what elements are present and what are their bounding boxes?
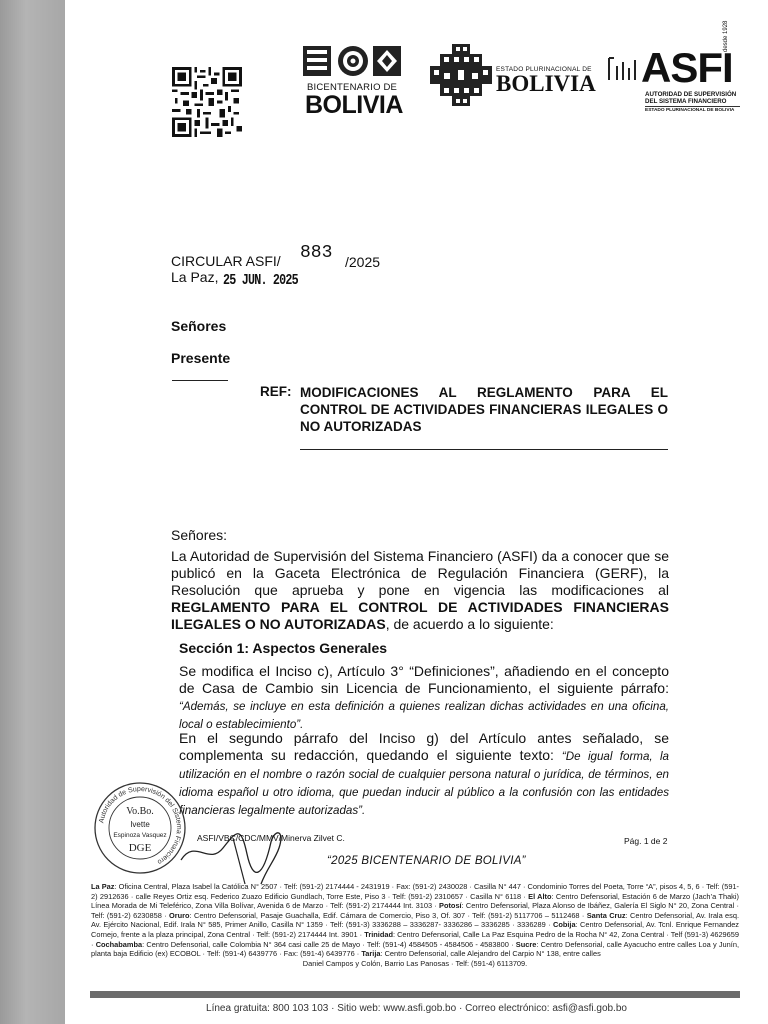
asfi-since-text: desde 1928: [723, 20, 729, 52]
place-label: La Paz,: [171, 269, 219, 285]
office-details: : Centro Defensorial, Av. Tcnl. Enrique Fernandez Cornejo, frente a la plaza principal, Zona Central · Telf: (591-2) 2174444 Int. 3901 ·: [91, 920, 740, 939]
office-details-last: Daniel Campos y Colón, Barrio Las Panosas · Telf: (591-4) 6113709.: [302, 958, 528, 968]
asfi-divider: [645, 106, 740, 107]
motto: “2025 BICENTENARIO DE BOLIVIA”: [327, 855, 526, 867]
circular-number: 883: [300, 243, 333, 263]
paragraph-3-text: En el segundo párrafo del Inciso g) del Artículo antes señalado, se complementa su redacción, quedando el siguiente texto:: [179, 730, 669, 763]
office-city: Cobija: [553, 920, 576, 930]
bicentenario-logo: [303, 44, 408, 119]
office-details: : Centro Defensorial, calle Ayacucho entre calles Loa y Junín, planta baja Edificio (ex) ECOBOL · Telf: (591-4) 6439776 · Fax: (591-4) 6439776 ·: [91, 939, 739, 959]
body-paragraph-2: [179, 663, 669, 733]
addressee-line-2: Presente: [171, 350, 231, 366]
circular-year: /2025: [345, 254, 381, 270]
drafting-initials: ASFI/VBC/CDC/MMV/Minerva Zilvet C.: [197, 833, 345, 843]
regulation-name: REGLAMENTO PARA EL CONTROL DE ACTIVIDADES FINANCIERAS ILEGALES O NO AUTORIZADAS: [171, 599, 669, 632]
office-city: Cochabamba: [95, 939, 143, 949]
estado-bolivia-text: BOLIVIA: [496, 71, 596, 96]
paragraph-2-quote: “Además, se incluye en esta definición a quienes realizan dichas actividades en una oficina, local o establecimiento”.: [179, 700, 669, 731]
circular-label: CIRCULAR ASFI/: [171, 253, 281, 269]
scan-margin-strip: [0, 0, 65, 1024]
addressee-line-1: Señores: [171, 318, 227, 334]
reference-text: MODIFICACIONES AL REGLAMENTO PARA EL CONTROL DE ACTIVIDADES FINANCIERAS ILEGALES O NO AUTORIZADAS: [300, 385, 668, 434]
office-details: : Oficina Central, Plaza Isabel la Católica N° 2507 · Telf: (591-2) 2174444 - 2431919 · Fax: (591-2) 2430028 · Casilla N° 447 · Condominio Torres del Poeta, Torre “A”, pisos 4, 5, 6 · Telf: (591-2) 2912636 · calle Reyes Ortiz esq. Federico Zuazo Edificio Gundlach, Torre Este, Piso 3 · Telf: (591-2) 2310657 · Casilla N° 6118 ·: [91, 882, 740, 901]
asfi-subtitle-line-3: ESTADO PLURINACIONAL DE BOLIVIA: [645, 108, 735, 113]
office-details: : Centro Defensorial, Calle La Paz Esquina Pedro de la Rocha N° 42, Zona Central · Telf (591-3) 4629659 ·: [91, 929, 739, 949]
signature: [175, 808, 305, 888]
bicentenario-text: BICENTENARIO DE: [307, 82, 398, 93]
office-details: : Centro Defensorial, Plaza Alonso de Ibáñez, Galería El Siglo N° 20, Zona Central · Telf: (591-2) 6230858 ·: [91, 901, 739, 920]
stamp-name-2: Espinoza Vasquez: [113, 832, 167, 839]
asfi-subtitle-line-2: DEL SISTEMA FINANCIERO: [645, 98, 727, 105]
office-details: : Centro Defensorial, Av. Irala esq. Av. Ejército Nacional, Edif. Irala N° 585, Primer Anillo, Casilla N° 1359 · Telf: (591-3) 3336288 – 3336287- 3336286 – 3336285 · 3336289 ·: [91, 910, 740, 930]
office-city: El Alto: [528, 891, 552, 901]
stamp-initials: DGE: [128, 842, 152, 854]
office-city: La Paz: [91, 882, 115, 891]
footer-bar: [90, 991, 740, 998]
footer-contact: Línea gratuita: 800 103 103 · Sitio web: www.asfi.gob.bo · Correo electrónico: asfi@asfi.gob.bo: [206, 1003, 627, 1014]
qr-code-icon: [172, 66, 242, 138]
date-stamp: 25 JUN. 2025: [223, 272, 298, 289]
offices-list: [91, 882, 739, 968]
asfi-logo: ASFI: [641, 44, 733, 91]
stamp-ring-text: Autoridad de Supervisión del Sistema Financiero: [98, 785, 183, 866]
stamp-name-1: Ivette: [130, 820, 150, 829]
reference-underline: [300, 449, 668, 450]
office-city: Trinidad: [364, 929, 393, 939]
addressee-underline: [172, 380, 228, 381]
vobo-stamp: [93, 781, 187, 875]
body-paragraph-3: [179, 730, 669, 819]
body-paragraph-1: [171, 548, 669, 633]
paragraph-3-quote: “De igual forma, la utilización en el nombre o razón social de cualquier persona natural o jurídica, de términos, en idioma español u otro idioma, que puedan inducir al público a la confusión con las entidades financieras legalmente autorizadas”.: [179, 750, 669, 817]
office-city: Tarija: [361, 949, 381, 959]
office-city: Sucre: [515, 939, 537, 949]
letter-page: [65, 0, 768, 1024]
greeting: Señores:: [171, 527, 228, 543]
page-number: Pág. 1 de 2: [624, 836, 668, 846]
asfi-bars-icon: [607, 52, 637, 84]
office-details: : Centro Defensorial, calle Colombia N° 364 casi calle 25 de Mayo · Telf: (591-4) 4584505 - 4584506 - 4583800 ·: [142, 939, 516, 949]
paragraph-1-end: , de acuerdo a lo siguiente:: [385, 616, 554, 632]
asfi-subtitle-line-1: AUTORIDAD DE SUPERVISIÓN: [645, 91, 737, 98]
bicentenario-country: BOLIVIA: [305, 91, 403, 119]
section-title: Sección 1: Aspectos Generales: [179, 640, 388, 656]
estado-plurinacional-text: ESTADO PLURINACIONAL DE: [496, 66, 592, 73]
paragraph-2-text: Se modifica el Inciso c), Artículo 3° “Definiciones”, añadiendo en el concepto de Casa de Cambio sin Licencia de Funcionamiento, el siguiente párrafo:: [179, 663, 669, 696]
estado-plurinacional-emblem-icon: [430, 44, 492, 106]
reference-label: REF:: [260, 384, 292, 399]
stamp-vobo: Vo.Bo.: [126, 806, 154, 817]
office-details: : Centro Defensorial, Pasaje Guachalla, Edif. Cámara de Comercio, Piso 3, Of. 307 · Telf: (591-2) 5117706 – 5112468 ·: [189, 910, 587, 920]
office-city: Potosí: [439, 901, 462, 911]
office-details: : Centro Defensorial, Estación 6 de Marzo (Jach’a Thaki) Línea Morada de Mi Teleférico, Zona Villa Bolívar, Avenida 6 de Marzo · Telf: (591-2) 2174444 Int. 3103 ·: [91, 891, 739, 911]
office-details: : Centro Defensorial, calle Alejandro del Carpio N° 138, entre calles: [380, 949, 601, 959]
paragraph-1-text: La Autoridad de Supervisión del Sistema Financiero (ASFI) da a conocer que se publicó en la Gaceta Electrónica de Regulación Financiera (GERF), la Resolución que aprueba y pone en vigencia las modificaciones al: [171, 548, 669, 598]
office-city: Oruro: [169, 910, 190, 920]
bicentenario-emblem-icon: [303, 44, 403, 78]
office-city: Santa Cruz: [586, 910, 626, 920]
